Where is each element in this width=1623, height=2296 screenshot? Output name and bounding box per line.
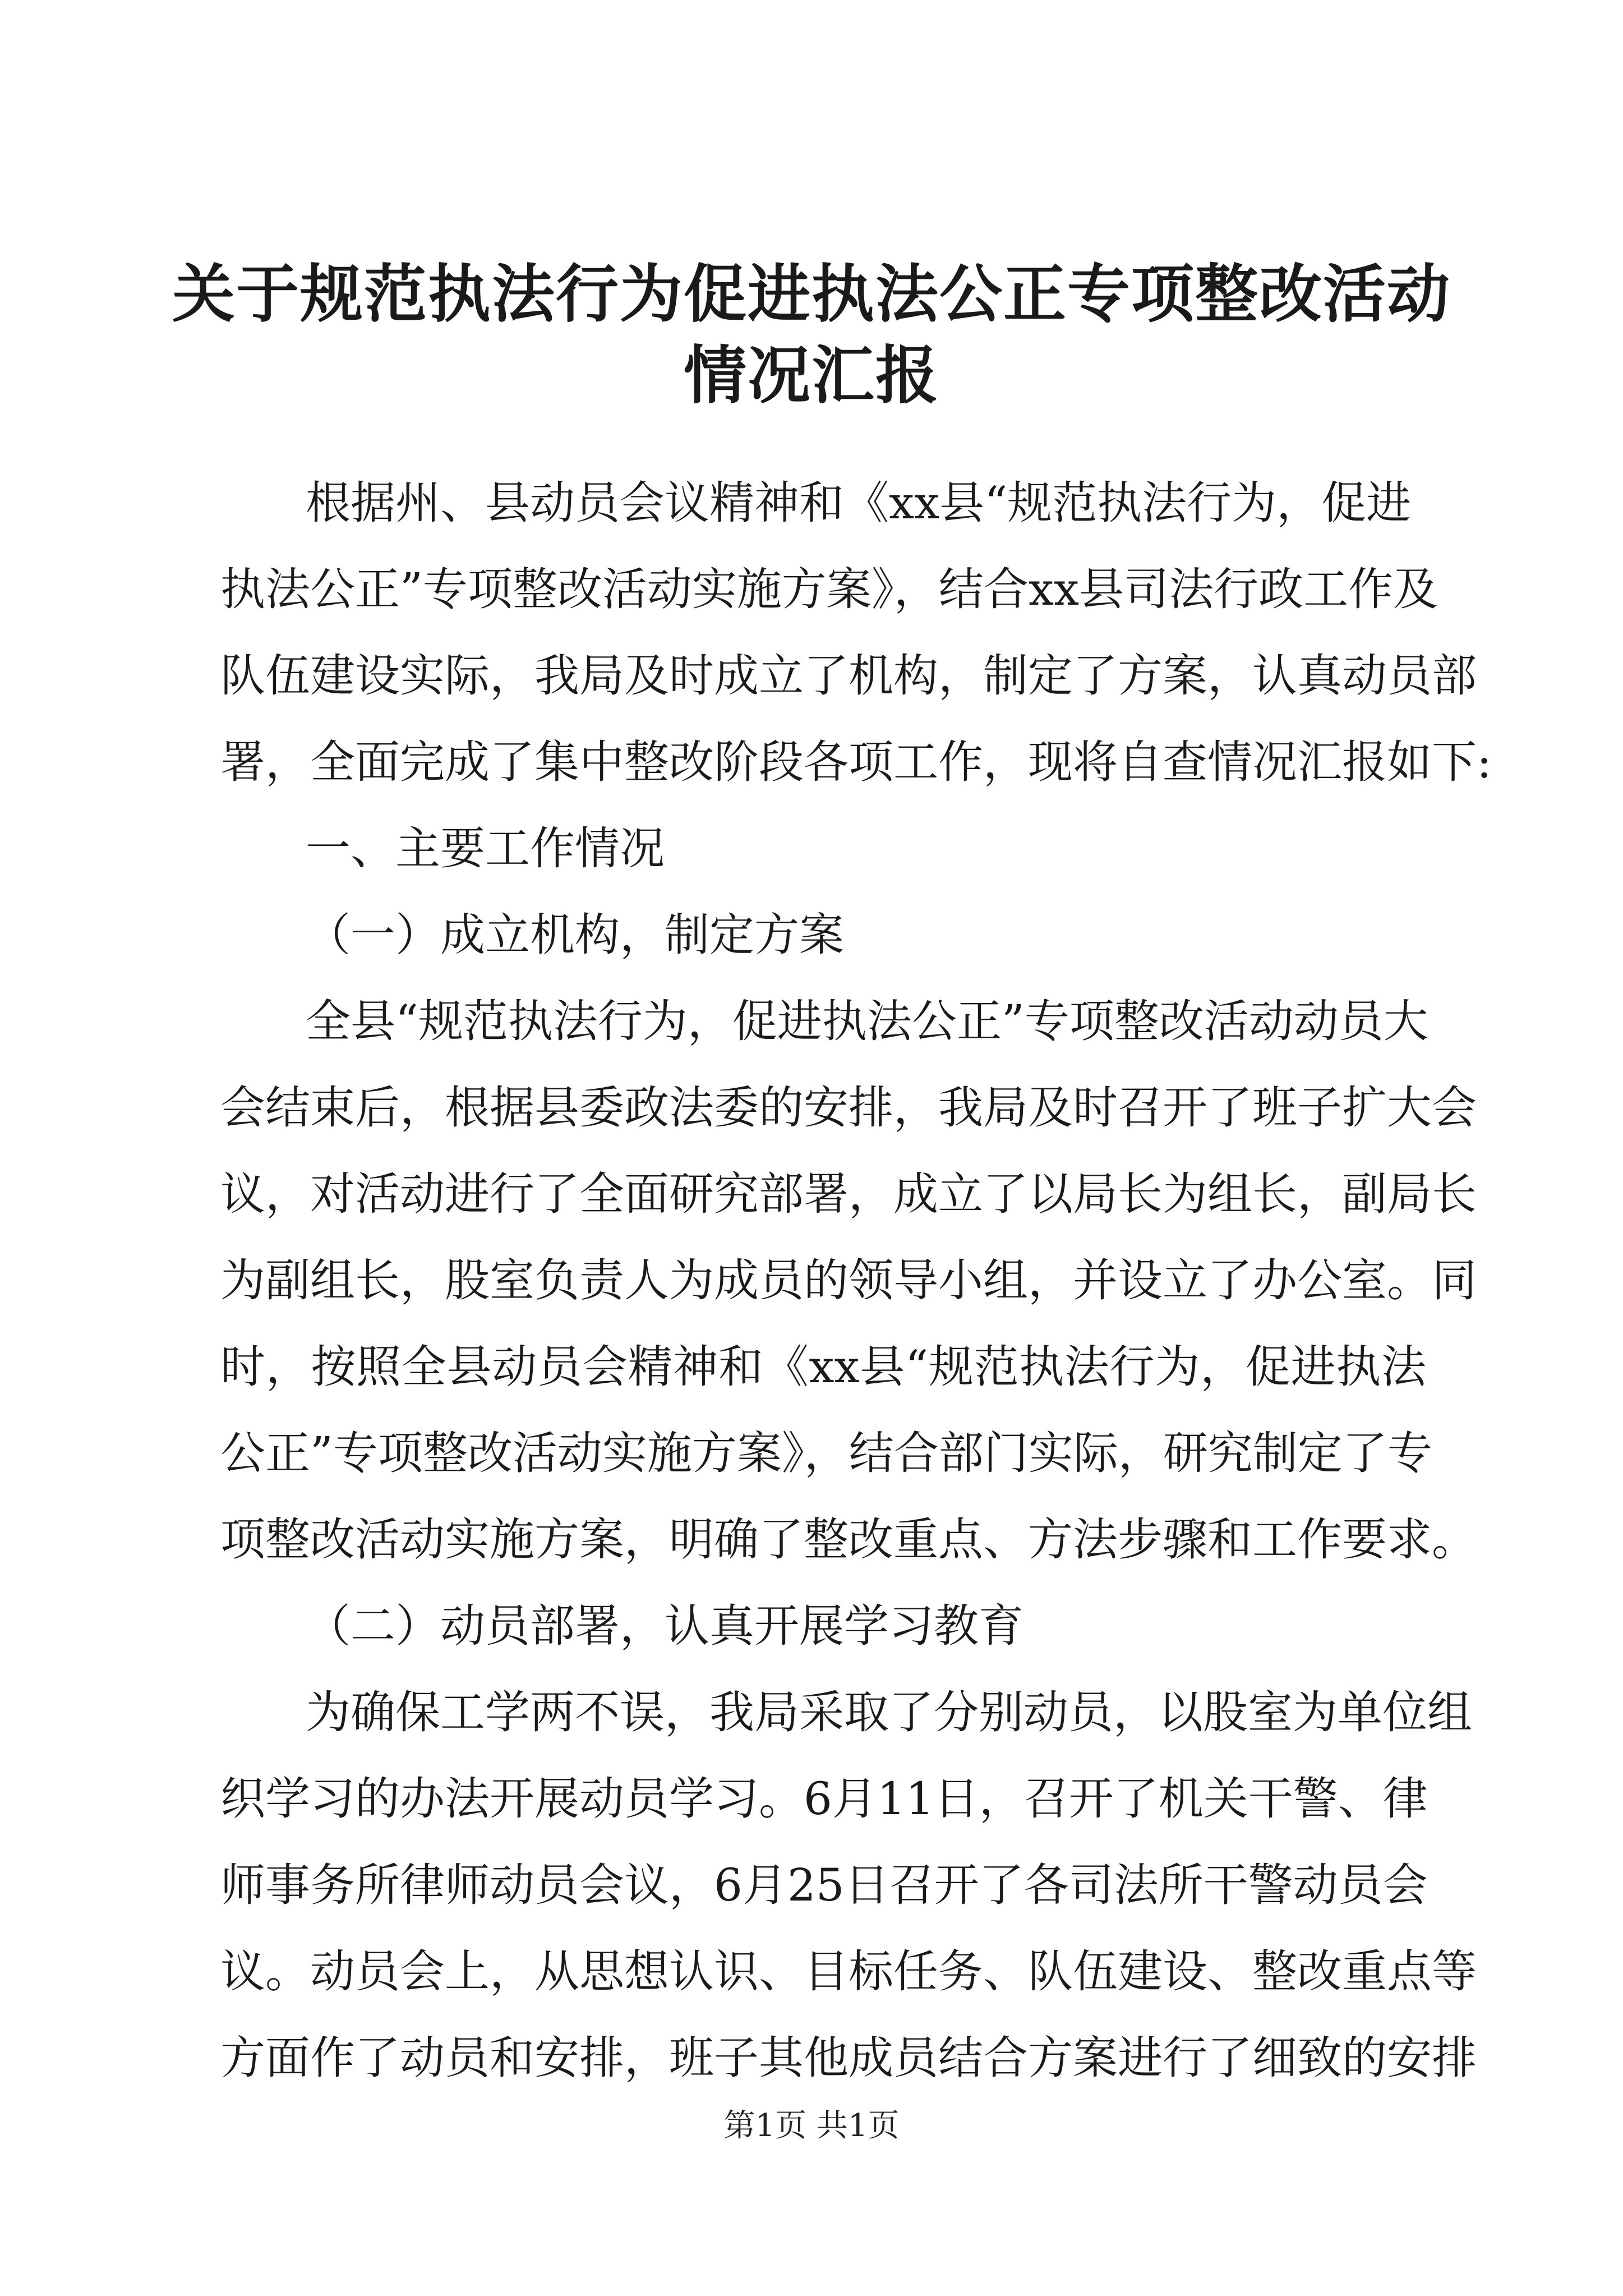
page-footer: 第1页 共1页 [723, 2108, 900, 2144]
paragraph-2-line-1: 全县“规范执法行为，促进执法公正”专项整改活动动员大 [306, 995, 1428, 1047]
paragraph-3-line-1: 为确保工学两不误，我局采取了分别动员，以股室为单位组 [306, 1686, 1472, 1738]
paragraph-3-line-5: 方面作了动员和安排，班子其他成员结合方案进行了细致的安排 [220, 2032, 1477, 2084]
subsection-heading-2: （二）动员部署，认真开展学习教育 [306, 1600, 1023, 1652]
paragraph-2-line-6: 公正”专项整改活动实施方案》，结合部门实际，研究制定了专 [220, 1427, 1432, 1479]
paragraph-1-line-4: 署，全面完成了集中整改阶段各项工作，现将自查情况汇报如下: [220, 736, 1492, 788]
paragraph-1-line-2: 执法公正”专项整改活动实施方案》，结合xx县司法行政工作及 [220, 563, 1438, 615]
paragraph-3-line-3: 师事务所律师动员会议，6月25日召开了各司法所干警动员会 [220, 1859, 1428, 1911]
document-title-line-2: 情况汇报 [684, 339, 939, 412]
paragraph-3-line-2: 织学习的办法开展动员学习。6月11日，召开了机关干警、律 [220, 1773, 1428, 1825]
section-heading-1: 一、主要工作情况 [306, 822, 665, 875]
paragraph-2-line-4: 为副组长，股室负责人为成员的领导小组，并设立了办公室。同 [220, 1254, 1477, 1306]
document-title-line-1: 关于规范执法行为促进执法公正专项整改活动 [172, 257, 1451, 331]
paragraph-2-line-3: 议，对活动进行了全面研究部署，成立了以局长为组长，副局长 [220, 1168, 1477, 1220]
paragraph-2-line-2: 会结束后，根据县委政法委的安排，我局及时召开了班子扩大会 [220, 1082, 1477, 1134]
paragraph-2-line-7: 项整改活动实施方案，明确了整改重点、方法步骤和工作要求。 [220, 1513, 1477, 1566]
paragraph-1-line-3: 队伍建设实际，我局及时成立了机构，制定了方案，认真动员部 [220, 650, 1477, 702]
paragraph-1-line-1: 根据州、县动员会议精神和《xx县“规范执法行为，促进 [306, 477, 1412, 529]
paragraph-3-line-4: 议。动员会上，从思想认识、目标任务、队伍建设、整改重点等 [220, 1945, 1477, 1998]
subsection-heading-1: （一）成立机构，制定方案 [306, 909, 844, 961]
paragraph-2-line-5: 时，按照全县动员会精神和《xx县“规范执法行为，促进执法 [220, 1341, 1426, 1393]
